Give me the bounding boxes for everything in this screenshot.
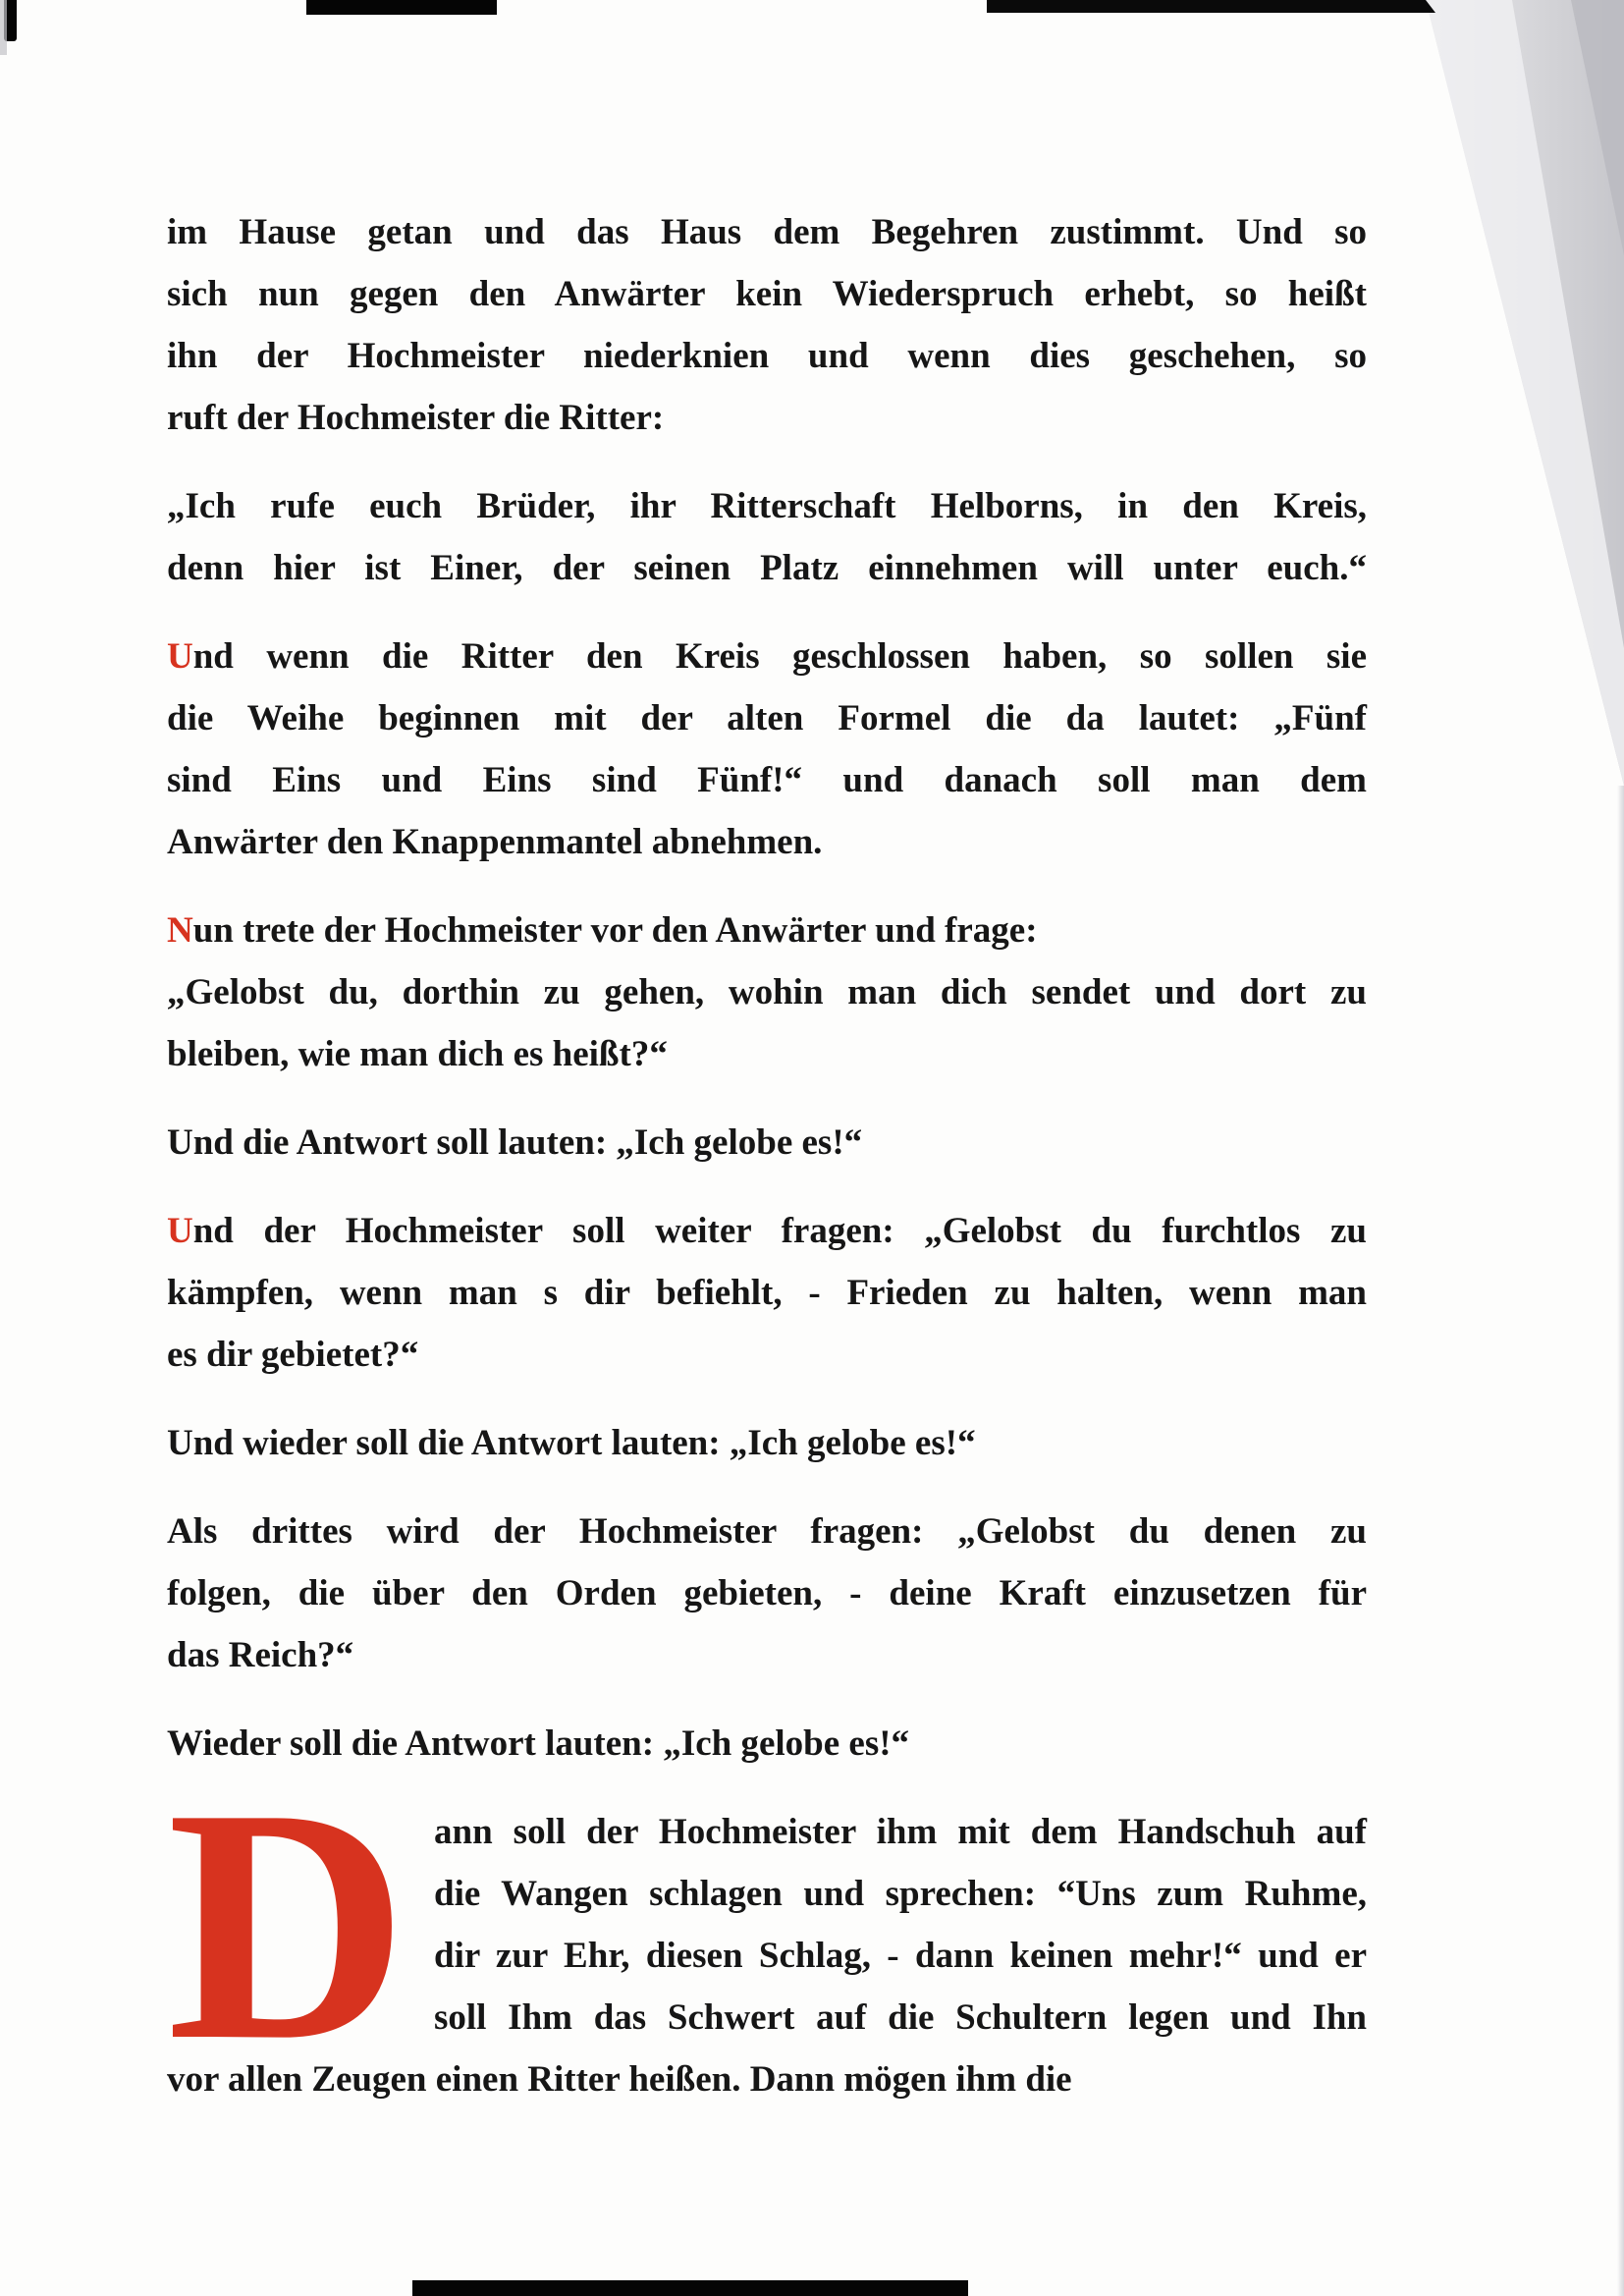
text-line-rest: un trete der Hochmeister vor den Anwärter und frage:	[192, 910, 1038, 951]
red-initial: N	[167, 910, 193, 951]
text-line	[167, 626, 1367, 687]
paragraph	[167, 900, 1367, 1085]
red-initial: U	[167, 1211, 193, 1251]
text-line: vor allen Zeugen einen Ritter heißen. Dann mögen ihm die	[167, 2059, 1072, 2100]
text-line: Wieder soll die Antwort lauten: „Ich gelobe es!“	[167, 1723, 910, 1764]
text-line: sind Eins und Eins sind Fünf!“ und danach soll man dem	[167, 760, 1367, 800]
text-line: die Wangen schlagen und sprechen: “Uns zum Ruhme,	[434, 1874, 1367, 1914]
text-line: es dir gebietet?“	[167, 1335, 419, 1375]
paragraph	[167, 1200, 1367, 1386]
text-line: ruft der Hochmeister die Ritter:	[167, 398, 665, 438]
scan-artifact-right-edge-shadow	[1617, 786, 1624, 2296]
paragraph	[167, 1713, 1367, 1775]
paragraph	[167, 626, 1367, 873]
text-line: „Ich rufe euch Brüder, ihr Ritterschaft Helborns, in den Kreis,	[167, 486, 1367, 526]
text-line-rest: nd der Hochmeister soll weiter fragen: „Gelobst du furchtlos zu	[192, 1211, 1367, 1251]
paragraph	[167, 475, 1367, 599]
text-line: „Gelobst du, dorthin zu gehen, wohin man dich sendet und dort zu	[167, 972, 1367, 1012]
text-line: denn hier ist Einer, der seinen Platz einnehmen will unter euch.“	[167, 548, 1367, 588]
text-line: bleiben, wie man dich es heißt?“	[167, 1034, 668, 1074]
text-line	[167, 900, 1367, 961]
paragraph	[167, 1412, 1367, 1474]
paragraph	[167, 1501, 1367, 1686]
text-line: soll Ihm das Schwert auf die Schultern legen und Ihn	[434, 1997, 1367, 2038]
scan-artifact-bottom-bar	[412, 2280, 968, 2296]
page-text	[167, 0, 1367, 2137]
text-line: die Weihe beginnen mit der alten Formel die da lautet: „Fünf	[167, 698, 1367, 738]
paragraph	[167, 201, 1367, 449]
text-line: das Reich?“	[167, 1635, 354, 1675]
text-line: kämpfen, wenn man s dir befiehlt, - Frieden zu halten, wenn man	[167, 1273, 1367, 1313]
red-initial: U	[167, 636, 193, 677]
text-line: Und wieder soll die Antwort lauten: „Ich gelobe es!“	[167, 1423, 976, 1463]
paragraph	[167, 1112, 1367, 1174]
text-line: Anwärter den Knappenmantel abnehmen.	[167, 822, 823, 862]
scan-artifact-bottom-left-smudge	[0, 0, 7, 55]
text-line: sich nun gegen den Anwärter kein Wiederspruch erhebt, so heißt	[167, 274, 1367, 314]
text-line: ann soll der Hochmeister ihm mit dem Handschuh auf	[434, 1812, 1367, 1852]
text-line: Als drittes wird der Hochmeister fragen: „Gelobst du denen zu	[167, 1511, 1367, 1552]
text-line: dir zur Ehr, diesen Schlag, - dann keinen mehr!“ und er	[434, 1936, 1367, 1976]
text-line: Und die Antwort soll lauten: „Ich gelobe es!“	[167, 1122, 863, 1163]
text-line-rest: nd wenn die Ritter den Kreis geschlossen haben, so sollen sie	[192, 636, 1367, 677]
text-line	[167, 1200, 1367, 1262]
text-line: im Hause getan und das Haus dem Begehren zustimmt. Und so	[167, 212, 1367, 252]
drop-cap-initial: D	[167, 1739, 408, 2109]
text-line: folgen, die über den Orden gebieten, - deine Kraft einzusetzen für	[167, 1573, 1367, 1613]
text-line: ihn der Hochmeister niederknien und wenn dies geschehen, so	[167, 336, 1367, 376]
